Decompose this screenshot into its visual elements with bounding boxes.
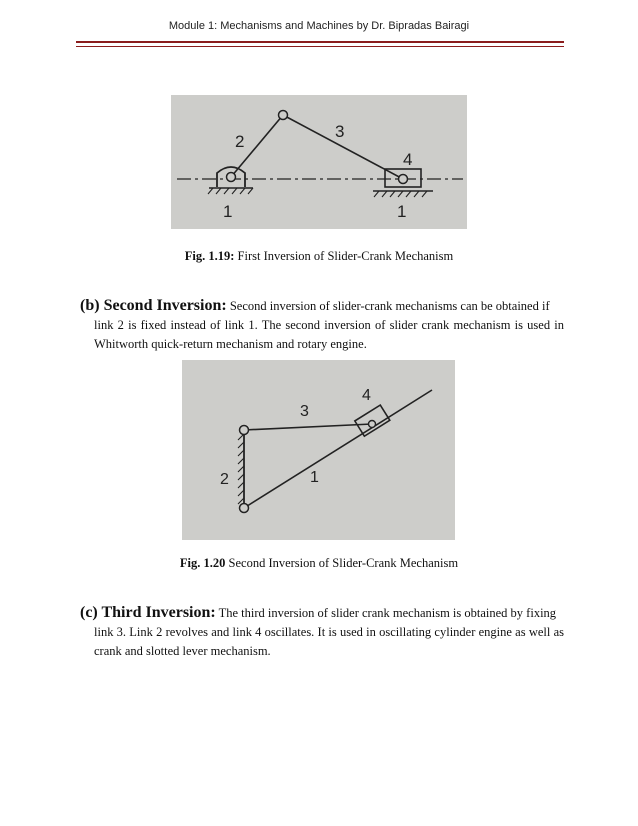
section-c-text-first: The third inversion of slider crank mechanism is obtained by fixing xyxy=(215,606,557,620)
joint-crank-pivot xyxy=(227,173,236,182)
figure-1-19-photo xyxy=(171,95,467,229)
section-b-heading: Second Inversion: xyxy=(103,297,227,314)
joint-slider-pin xyxy=(369,421,376,428)
caption-label: Fig. 1.19: xyxy=(184,249,235,263)
section-b-lead xyxy=(80,296,564,316)
figure-1-20-photo xyxy=(182,360,455,540)
section-second-inversion xyxy=(80,296,564,354)
joint-top xyxy=(240,426,249,435)
label-link-2: 2 xyxy=(220,471,229,488)
section-third-inversion xyxy=(80,603,564,661)
joint-crank-pin xyxy=(279,111,288,120)
label-link-1: 1 xyxy=(310,469,319,486)
caption-label: Fig. 1.20 xyxy=(179,556,226,570)
section-c-heading: Third Inversion: xyxy=(101,604,216,621)
section-c-text-rest: link 3. Link 2 revolves and link 4 oscillates. It is used in oscillating cylinder engine as well as crank and slotted lever mechanism. xyxy=(94,625,564,658)
joint-bottom xyxy=(240,504,249,513)
label-link-3: 3 xyxy=(335,122,345,141)
header-rule-thick xyxy=(76,41,564,43)
figure-1-19-caption xyxy=(0,249,638,264)
page-header: Module 1: Mechanisms and Machines by Dr. Bipradas Bairagi xyxy=(168,20,470,32)
second-inversion-sketch xyxy=(182,360,455,540)
caption-text: Second Inversion of Slider-Crank Mechanism xyxy=(225,556,459,570)
section-c-lead xyxy=(80,603,564,623)
section-b-text-first: Second inversion of slider-crank mechanisms can be obtained if xyxy=(226,299,550,313)
caption-text: First Inversion of Slider-Crank Mechanism xyxy=(234,249,454,263)
joint-slider-pin xyxy=(399,175,408,184)
header-rule-thin xyxy=(76,46,564,47)
label-link-4: 4 xyxy=(362,387,371,404)
label-link-4: 4 xyxy=(403,150,413,169)
label-link-3: 3 xyxy=(300,403,309,420)
figure-1-20-caption xyxy=(0,556,638,571)
section-b-prefix: (b) xyxy=(80,297,104,314)
label-link-2: 2 xyxy=(235,132,245,151)
first-inversion-sketch xyxy=(171,95,467,229)
section-b-text-rest: link 2 is fixed instead of link 1. The second inversion of slider crank mechanism is used in Whitworth quick-return mechanism and rotary engine. xyxy=(94,318,564,351)
section-c-prefix: (c) xyxy=(80,604,102,621)
label-ground-right: 1 xyxy=(397,202,407,221)
label-ground-left: 1 xyxy=(223,202,233,221)
